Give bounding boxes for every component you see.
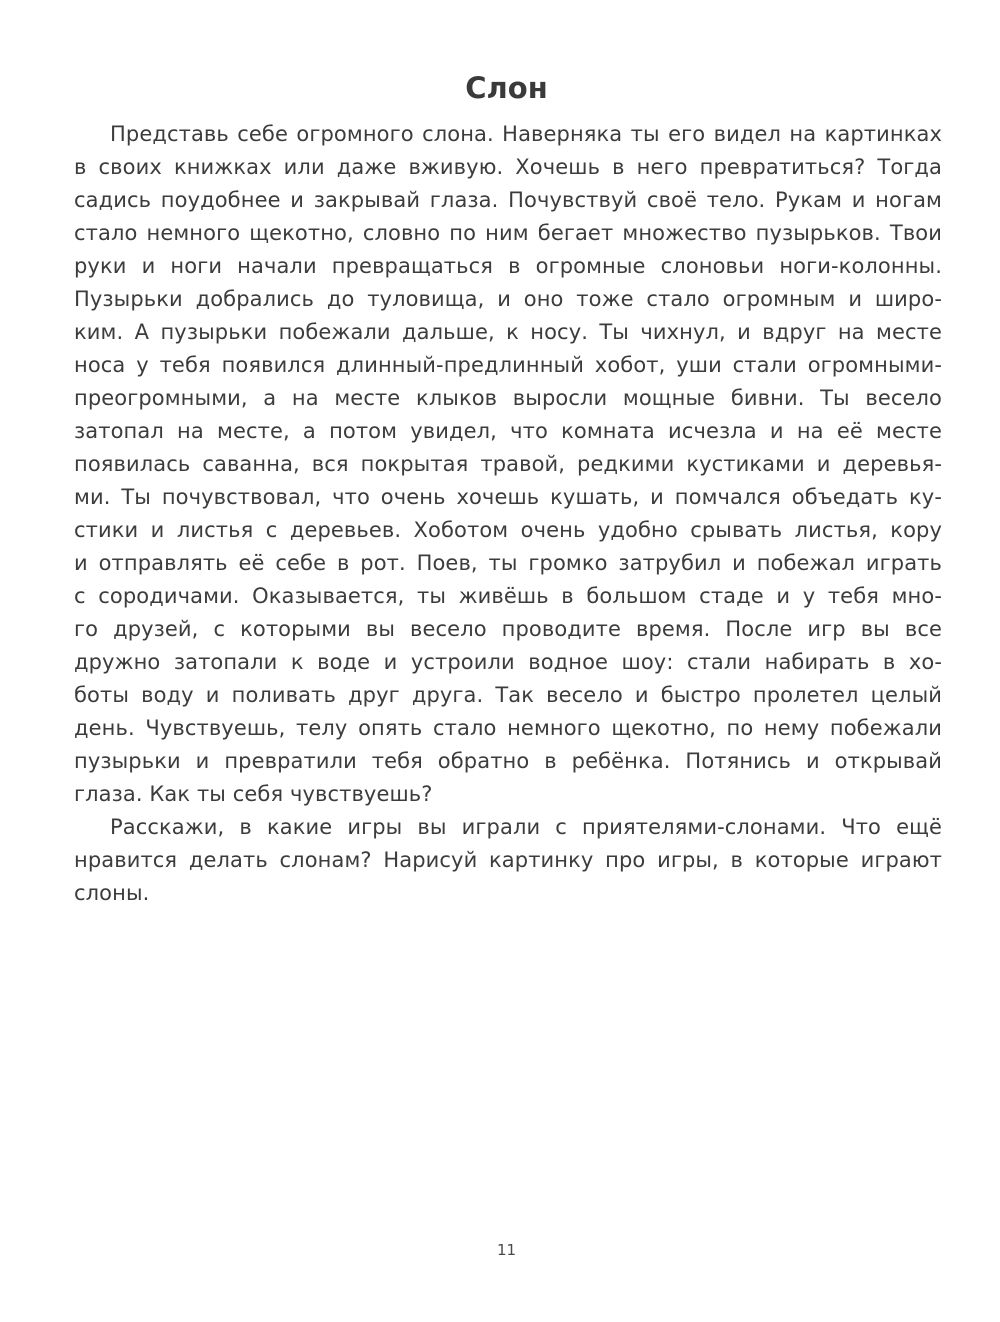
text-line: садись поудобнее и закрывай глаза. Почувствуй своё тело. Рукам и ногам (74, 188, 942, 212)
text-line: Расскажи, в какие игры вы играли с приятелями-слонами. Что ещё (110, 815, 942, 839)
text-line: слоны. (74, 881, 150, 905)
text-line: носа у тебя появился длинный-предлинный хобот, уши стали огромными- (74, 353, 942, 377)
text-line: Пузырьки добрались до туловища, и оно тоже стало огромным и широ- (74, 287, 942, 311)
text-line: глаза. Как ты себя чувствуешь? (74, 782, 433, 806)
text-line: Представь себе огромного слона. Наверняка ты его видел на картинках (110, 122, 942, 146)
text-line: боты воду и поливать друг друга. Так весело и быстро пролетел целый (74, 683, 942, 707)
text-line: дружно затопали к воде и устроили водное шоу: стали набирать в хо- (74, 650, 942, 674)
text-line: в своих книжках или даже вживую. Хочешь в него превратиться? Тогда (74, 155, 942, 179)
text-line: с сородичами. Оказывается, ты живёшь в большом стаде и у тебя мно- (74, 584, 942, 608)
text-line: пузырьки и превратили тебя обратно в ребёнка. Потянись и открывай (74, 749, 942, 773)
text-line: стики и листья с деревьев. Хоботом очень удобно срывать листья, кору (74, 518, 942, 542)
text-line: появилась саванна, вся покрытая травой, редкими кустиками и деревья- (74, 452, 942, 476)
text-line: го друзей, с которыми вы весело проводите время. После игр вы все (74, 617, 942, 641)
text-line: и отправлять её себе в рот. Поев, ты громко затрубил и побежал играть (74, 551, 942, 575)
text-line: руки и ноги начали превращаться в огромные слоновьи ноги-колонны. (74, 254, 942, 278)
text-line: нравится делать слонам? Нарисуй картинку про игры, в которые играют (74, 848, 942, 872)
text-line: ким. А пузырьки побежали дальше, к носу. Ты чихнул, и вдруг на месте (74, 320, 942, 344)
text-line: преогромными, а на месте клыков выросли мощные бивни. Ты весело (74, 386, 942, 410)
body-text (74, 118, 942, 910)
text-line: затопал на месте, а потом увидел, что комната исчезла и на её месте (74, 419, 942, 443)
text-line: стало немного щекотно, словно по ним бегает множество пузырьков. Твои (74, 221, 942, 245)
paragraph-task (74, 811, 942, 910)
text-line: ми. Ты почувствовал, что очень хочешь кушать, и помчался объедать ку- (74, 485, 942, 509)
text-line: день. Чувствуешь, телу опять стало немного щекотно, по нему побежали (74, 716, 942, 740)
paragraph-story (74, 118, 942, 811)
page-number: 11 (496, 1241, 517, 1259)
page-title: Слон (465, 71, 548, 105)
